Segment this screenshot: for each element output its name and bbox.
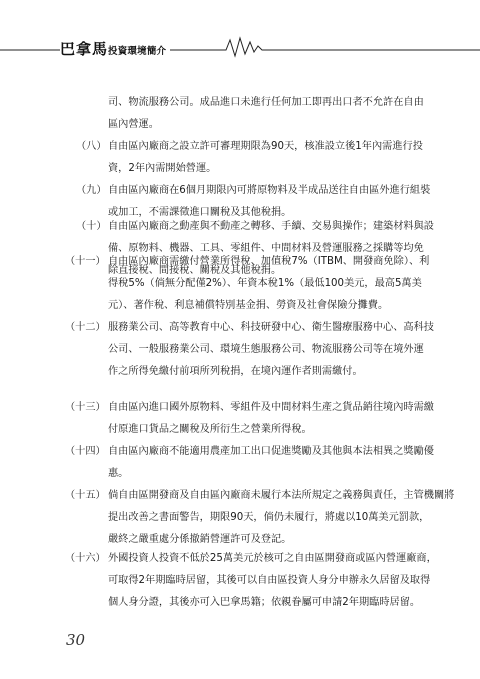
header-title xyxy=(60,38,170,59)
item-text-line: 倘自由區開發商及自由區內廠商未履行本法所規定之義務與責任，主管機關將 xyxy=(108,490,455,501)
item-text-line: 資，2年內需開始營運。 xyxy=(108,163,217,174)
item-text-line: 自由區內廠商在6個月期限內可將原物料及半成品送往自由區外進行組裝 xyxy=(108,185,431,196)
item-text-line: 自由區內廠商不能適用農產加工出口促進獎勵及其他與本法相異之獎勵優 xyxy=(108,446,434,457)
item-text-line: 付原進口貨品之關稅及所衍生之營業所得稅。 xyxy=(108,424,312,435)
item-number: （十） xyxy=(76,221,107,232)
item-number: （十六） xyxy=(65,553,106,564)
item-number: （十五） xyxy=(65,490,106,501)
header-title-sub: 投資環境簡介 xyxy=(108,46,167,57)
item-number: （十四） xyxy=(65,446,106,457)
item-text-line: 個人身分證，其後亦可入巴拿馬籍；依親眷屬可申請2年期臨時居留。 xyxy=(108,597,421,608)
item-number: （十二） xyxy=(65,322,106,333)
page-number: 30 xyxy=(66,631,86,649)
item-text-line: 區內營運。 xyxy=(108,119,159,130)
item-text-line: 作之所得免繳付前項所列稅捐，在境內運作者則需繳付。 xyxy=(108,366,363,377)
item-text-line: 可取得2年期臨時居留，其後可以自由區投資人身分申辦永久居留及取得 xyxy=(108,575,431,586)
item-number: （八） xyxy=(76,141,107,152)
item-text-line: 服務業公司、高等教育中心、科技研發中心、衛生醫療服務中心、高科技 xyxy=(108,322,434,333)
item-text-line: 得稅5%（倘無分配僅2%）、年資本稅1%（最低100美元，最高5萬美 xyxy=(108,278,422,289)
item-text-line: 自由區內廠商需繳付營業所得稅、加值稅7%（ITBM、開發商免除）、利 xyxy=(108,256,430,267)
item-number: （九） xyxy=(76,185,107,196)
item-text-line: 自由區內廠商之動產與不動產之轉移、手續、交易與操作；建築材料與設 xyxy=(108,221,434,232)
item-text-line: 或加工，不需課徵進口關稅及其他稅捐。 xyxy=(108,207,292,218)
item-number: （十一） xyxy=(65,256,106,267)
item-text-line: 元）、著作稅、利息補償特別基金捐、勞資及社會保險分攤費。 xyxy=(108,300,389,311)
item-text-line: 司、物流服務公司。成品進口未進行任何加工即再出口者不允許在自由 xyxy=(108,97,424,108)
item-text-line: 公司、一般服務業公司、環境生態服務公司、物流服務公司等在境外運 xyxy=(108,344,424,355)
item-text-line: 自由區內廠商之設立許可審理期限為90天，核准設立後1年內需進行投 xyxy=(108,141,423,152)
item-text-line: 自由區內進口國外原物料、零組件及中間材料生產之貨品銷往境內時需繳 xyxy=(108,402,434,413)
item-text-line: 外國投資人投資不低於25萬美元於核可之自由區開發商或區內營運廠商， xyxy=(108,553,437,564)
item-text-line: 提出改善之書面警告，期限90天，倘仍未履行，將處以10萬美元罰款， xyxy=(108,512,430,523)
item-text-line: 備、原物料、機器、工具、零組件、中間材料及營運服務之採購等均免 xyxy=(108,243,424,254)
item-text-line: 嚴終之嚴重處分係撤銷營運許可及登記。 xyxy=(108,534,292,545)
header-title-main: 巴拿馬 xyxy=(60,40,109,58)
item-text-line: 惠。 xyxy=(108,468,129,479)
item-number: （十三） xyxy=(65,402,106,413)
item-text-line: 除直接稅、間接稅、關稅及其他稅捐。 xyxy=(108,265,282,276)
